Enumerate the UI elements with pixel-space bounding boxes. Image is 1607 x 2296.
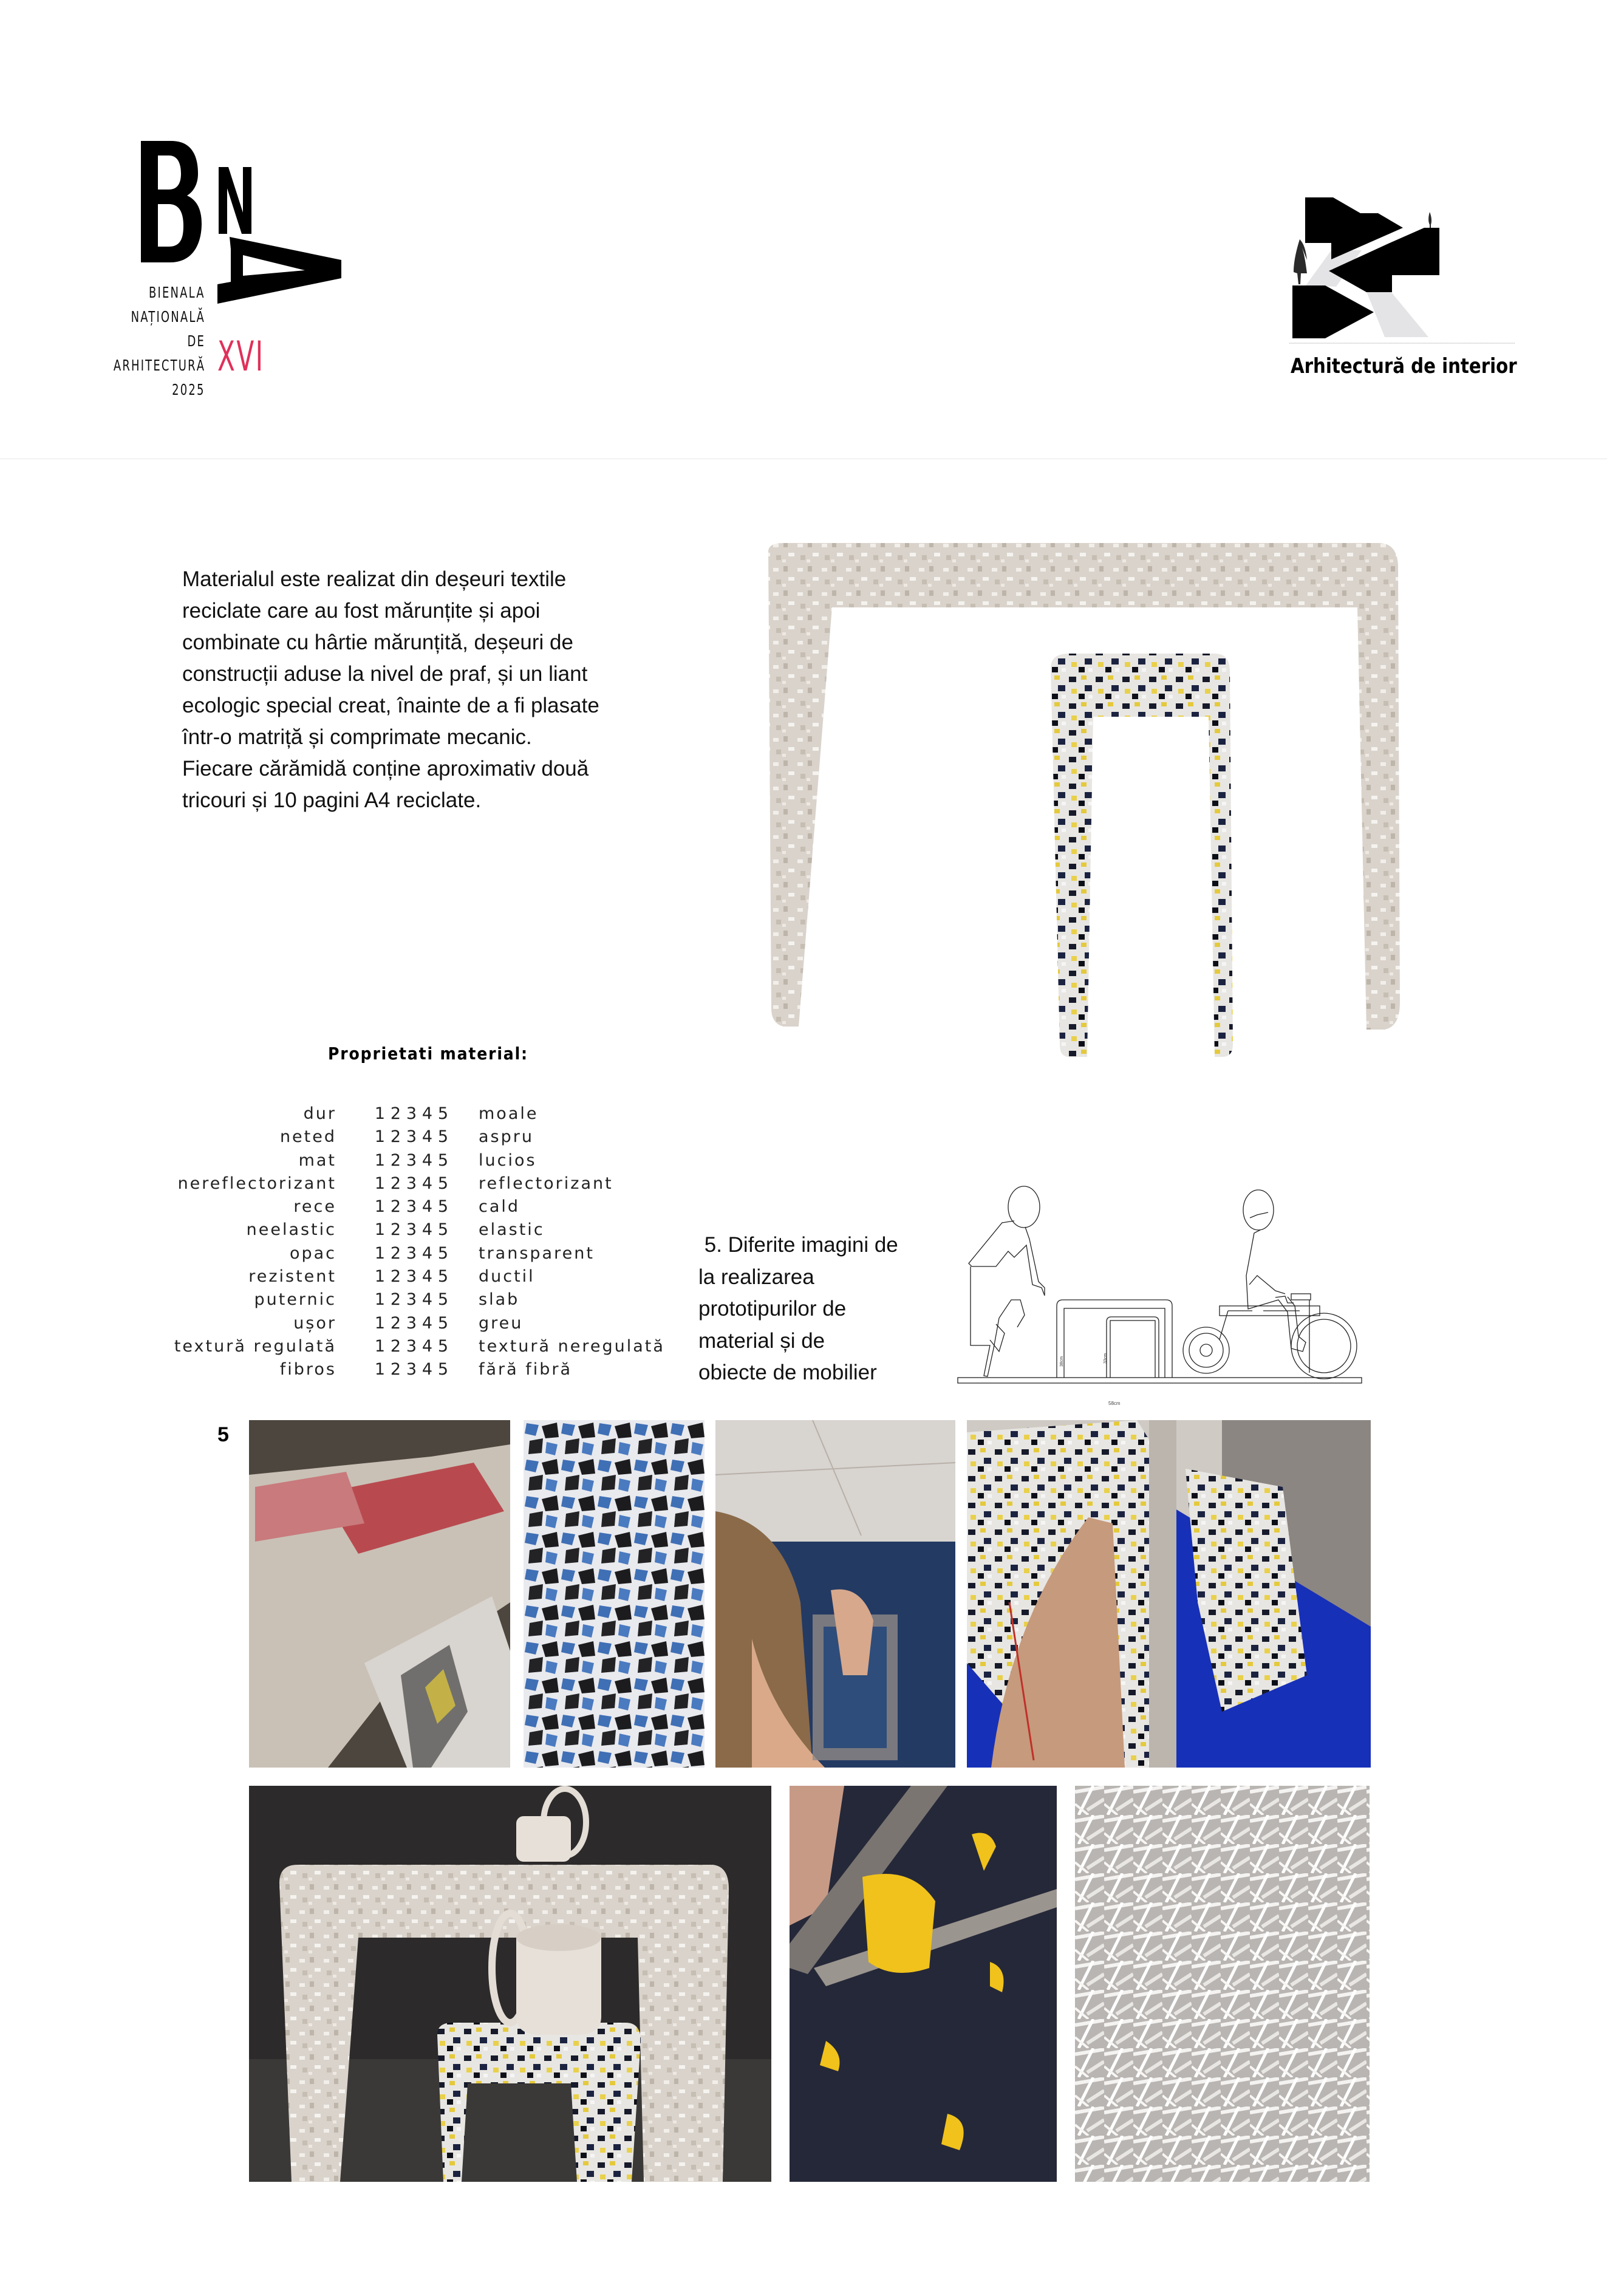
figure-caption [698,1229,929,1389]
caption-line: obiecte de mobilier [698,1361,877,1384]
section-number: 5 [217,1423,229,1446]
property-scale-number: 3 [406,1150,419,1170]
interior-architecture-logo [1263,182,1537,395]
property-scale-selected: 3 [404,1267,420,1286]
property-scale-number: 3 [406,1174,419,1193]
property-scale-selected: 1 [373,1174,389,1193]
gallery-photo-red-bricks [249,1420,510,1768]
property-right-label: transparent [479,1243,595,1263]
bna-line-1: BIENALA [149,284,205,301]
property-right-label: moale [479,1104,539,1123]
property-scale-selected: 3 [404,1104,420,1123]
property-scale-number: 4 [421,1174,435,1193]
property-scale-number: 5 [437,1220,451,1240]
property-scale [373,1337,452,1356]
bna-logo [91,121,364,425]
small-person-silhouette-icon [1428,212,1431,228]
property-scale-number: 4 [421,1336,435,1356]
property-scale-number: 2 [390,1313,403,1333]
property-scale [373,1197,452,1216]
property-scale-number: 3 [406,1243,419,1263]
property-scale-number: 4 [421,1104,435,1123]
property-right-label: textură neregulată [479,1336,665,1356]
property-scale-selected: 2 [389,1290,404,1309]
property-scale-number: 1 [374,1197,387,1217]
property-scale-number: 2 [390,1220,403,1240]
property-right-label: fără fibră [479,1360,573,1379]
property-right-label: aspru [479,1127,534,1147]
intro-line: tricouri și 10 pagini A4 reciclate. [182,788,482,812]
gallery-photo-blue-texture [524,1420,705,1768]
property-scale-number: 2 [390,1150,403,1170]
property-scale-selected: 1 [373,1360,389,1379]
property-left-label: textură regulată [174,1336,336,1356]
bna-line-3: DE [187,332,205,350]
property-left-label: dur [303,1104,336,1123]
property-row [194,1220,680,1243]
property-row [194,1104,680,1127]
property-scale-number: 3 [406,1290,419,1310]
property-left-label: fibros [279,1360,336,1379]
property-right-label: slab [479,1290,520,1310]
property-scale-number: 5 [437,1243,451,1263]
property-left-label: puternic [254,1290,336,1310]
property-left-label: neelastic [246,1220,336,1240]
caption-line: la realizarea [698,1265,814,1289]
property-scale-number: 4 [421,1290,435,1310]
property-scale-number: 2 [390,1104,403,1123]
property-scale-number: 4 [421,1150,435,1170]
property-scale-number: 5 [437,1174,451,1193]
gallery-photo-cutting-textiles [790,1786,1057,2182]
property-left-label: ușor [293,1313,336,1333]
property-row [194,1360,680,1383]
property-scale [373,1220,452,1239]
bna-letter-a [217,237,341,304]
intro-line: reciclate care au fost mărunțite și apoi [182,599,541,623]
property-scale-number: 5 [437,1336,451,1356]
dim-base-label: 58cm [1108,1401,1121,1406]
property-scale-number: 1 [374,1267,387,1286]
intro-line: construcții aduse la nivel de praf, și un liant [182,662,588,686]
property-scale-number: 4 [421,1267,435,1286]
gallery-photo-shredded-paper [1075,1786,1370,2182]
person-silhouette-icon [1294,239,1307,284]
bna-edition: XVI [217,333,265,381]
property-scale-number: 5 [437,1360,451,1379]
bna-letter-n [219,167,251,234]
property-right-label: greu [479,1313,524,1333]
property-left-label: rece [293,1197,336,1217]
property-left-label: rezistent [248,1267,336,1286]
property-scale-selected: 1 [373,1244,389,1263]
small-stool-outline [1107,1317,1159,1378]
property-scale-selected: 2 [389,1127,404,1146]
intro-line: combinate cu hârtie mărunțită, deșeuri de [182,630,573,654]
property-scale-number: 3 [406,1313,419,1333]
furniture-hero-photo [747,541,1415,1081]
intro-line: Materialul este realizat din deșeuri textile [182,567,567,591]
property-row [194,1197,680,1220]
intro-line: ecologic special creat, înainte de a fi plasate [182,694,599,717]
property-scale-selected: 2 [389,1337,404,1356]
dim-inner-label: 33cm [1104,1353,1108,1364]
properties-title: Proprietati material: [328,1044,528,1064]
property-scale-number: 5 [437,1313,451,1333]
property-scale-number: 5 [437,1290,451,1310]
property-scale-number: 1 [374,1220,387,1240]
property-left-label: mat [298,1150,336,1170]
property-scale-number: 2 [390,1267,403,1286]
property-scale [373,1127,452,1146]
intro-line: într-o matriță și comprimate mecanic. [182,725,532,749]
property-row [194,1290,680,1313]
property-scale-number: 2 [390,1174,403,1193]
property-row [194,1267,680,1290]
bna-line-2: NAȚIONALĂ [131,308,205,326]
property-scale-number: 3 [406,1127,419,1147]
property-scale [373,1104,452,1123]
property-scale-number: 4 [421,1243,435,1263]
property-scale-number: 5 [437,1127,451,1147]
property-scale-number: 3 [406,1360,419,1379]
property-left-label: opac [289,1243,336,1263]
section-title: Arhitectură de interior [1291,354,1517,378]
properties-table [174,1104,680,1384]
caption-line: prototipurilor de [698,1297,847,1321]
gallery-photo-material-plate [967,1420,1371,1768]
property-scale-number: 1 [374,1290,387,1310]
property-scale-number: 2 [390,1243,403,1263]
property-scale-number: 3 [406,1197,419,1217]
property-right-label: cald [479,1197,520,1217]
bna-letter-b [141,141,202,262]
caption-line: 5. Diferite imagini de [698,1233,898,1257]
property-scale-number: 5 [437,1150,451,1170]
property-scale-number: 2 [390,1360,403,1379]
property-scale-number: 1 [374,1336,387,1356]
property-scale [373,1314,452,1333]
intro-line: Fiecare cărămidă conține aproximativ două [182,757,589,781]
property-row [194,1127,680,1150]
property-left-label: nereflectorizant [177,1174,336,1193]
property-right-label: ductil [479,1267,535,1286]
property-right-label: lucios [479,1150,537,1170]
property-right-label: reflectorizant [479,1174,613,1193]
gallery-photo-ceramic-cups [249,1786,771,2182]
bna-line-5: 2025 [172,381,205,398]
intro-paragraph [182,564,656,816]
property-row [177,1174,680,1197]
property-left-label: neted [279,1127,336,1147]
property-scale-selected: 1 [373,1151,389,1170]
property-row [194,1314,680,1337]
property-scale-number: 4 [421,1360,435,1379]
property-scale [373,1151,452,1170]
caption-line: material și de [698,1328,825,1353]
property-scale [373,1244,452,1263]
property-scale-number: 5 [437,1267,451,1286]
gallery-photo-mold-filling [715,1420,955,1768]
property-scale-number: 1 [374,1127,387,1147]
interior-architecture-graphic [1263,182,1537,352]
property-scale-number: 5 [437,1104,451,1123]
ground-line [958,1378,1362,1383]
property-scale-number: 2 [390,1197,403,1217]
property-scale [373,1174,452,1193]
property-scale-number: 4 [421,1220,435,1240]
property-scale-number: 1 [374,1104,387,1123]
property-scale-number: 5 [437,1197,451,1217]
property-scale [373,1360,452,1379]
property-scale-selected: 4 [420,1197,436,1216]
property-scale [373,1290,452,1309]
dim-outer-label: 38cm [1060,1356,1064,1367]
property-scale-selected: 3 [404,1220,420,1239]
property-scale-selected: 4 [420,1314,436,1333]
property-scale-number: 1 [374,1313,387,1333]
property-row [194,1151,680,1174]
property-right-label: elastic [479,1220,545,1240]
furniture-use-drawing [947,1178,1373,1397]
property-row [174,1336,680,1360]
property-scale-number: 3 [406,1336,419,1356]
property-scale [373,1267,452,1286]
property-scale-number: 4 [421,1127,435,1147]
property-row [194,1244,680,1267]
bna-line-4: ARHITECTURĂ [113,357,205,374]
